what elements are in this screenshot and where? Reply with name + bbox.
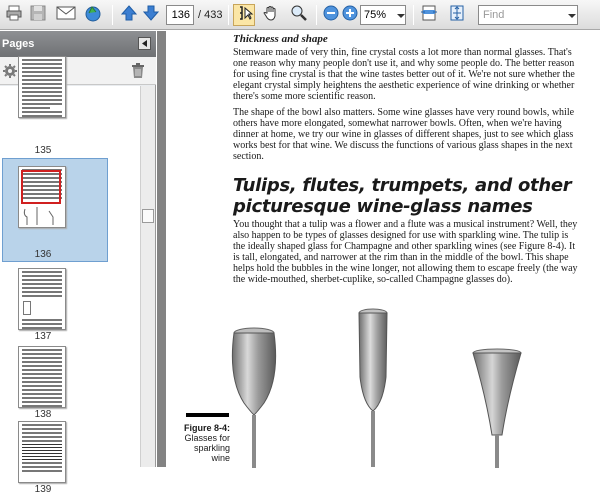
chevron-down-icon — [568, 6, 576, 24]
arrow-down-icon — [142, 4, 160, 27]
email-button[interactable] — [55, 4, 77, 26]
page-thumbnail[interactable] — [18, 56, 66, 118]
pages-panel-title: Pages — [2, 38, 35, 50]
plus-circle-icon — [342, 5, 358, 26]
zoom-level-select[interactable]: 75% — [360, 5, 406, 25]
paragraph-bowl-shape: The shape of the bowl also matters. Some wine glasses have very round bowls, while others have more elongated, somewhat narrower bowls. Often, when we're having dinner at home, we try our wine in glasses of different shapes, just to see which glass works best for that wine. We discuss the functions of various glass shapes in the next section. — [233, 107, 575, 162]
delete-page-button[interactable] — [131, 63, 145, 84]
marquee-zoom-button[interactable] — [288, 4, 310, 26]
figure-rule — [186, 413, 229, 417]
zoom-dropdown-button[interactable] — [396, 6, 406, 24]
text-cursor-icon — [235, 4, 253, 27]
figure-caption — [178, 423, 230, 463]
paragraph-thickness: Stemware made of very thin, fine crystal costs a lot more than normal glasses. That's one reason why many people don't use it, and why some people do. The better reason for using fine crystal is that the wine tastes better out of it. We're not sure whether the elegant crystal simply heightens the aesthetic experience of wine drinking or whether there's some more scientific reason. — [233, 47, 575, 102]
document-page — [166, 31, 600, 467]
page-thumbnail[interactable] — [18, 346, 66, 408]
flute-glass-image — [353, 307, 393, 467]
toolbar-separator — [228, 5, 229, 25]
trumpet-glass-image — [468, 347, 526, 468]
hand-tool-button[interactable] — [260, 4, 282, 26]
trash-icon — [131, 66, 145, 83]
chevron-down-icon — [397, 6, 405, 24]
visible-area-indicator — [21, 170, 61, 204]
page-number-input[interactable] — [166, 5, 194, 25]
minus-circle-icon — [323, 5, 339, 26]
fit-page-button[interactable] — [446, 4, 468, 26]
next-page-button[interactable] — [140, 4, 162, 26]
hand-icon — [262, 4, 280, 27]
collapse-panel-button[interactable] — [138, 37, 151, 50]
page-thumbnail-current[interactable] — [18, 166, 66, 228]
pages-panel-header — [0, 31, 156, 57]
toolbar-separator — [413, 5, 414, 25]
tulip-glass-image — [226, 323, 286, 468]
scrollbar-thumb[interactable] — [142, 209, 154, 223]
page-thumbnail-label: 135 — [34, 145, 52, 156]
thumbnail-glasses-image — [19, 207, 65, 227]
thumbnails-scrollbar[interactable] — [140, 86, 155, 467]
page-thumbnail[interactable] — [18, 268, 66, 330]
page-thumbnail-label: 136 — [34, 249, 52, 260]
magnifier-icon — [290, 4, 308, 27]
share-button[interactable] — [82, 4, 104, 26]
page-thumbnail-label: 139 — [34, 484, 52, 495]
page-thumbnail-label: 138 — [34, 409, 52, 420]
toolbar-separator — [316, 5, 317, 25]
find-input[interactable]: Find — [478, 5, 578, 25]
envelope-icon — [56, 4, 76, 27]
gear-icon — [2, 63, 18, 84]
arrow-up-icon — [120, 4, 138, 27]
figure-label: Figure 8-4: — [183, 423, 230, 433]
fit-width-icon — [420, 4, 438, 27]
paragraph-tulips-flutes: You thought that a tulip was a flower and a flute was a musical instrument? Well, they also happen to be types of glasses designed for use with sparkling wine. The tulip is the ideally shaped glass for Champagne and other sparkling wines (see Figure 8-4). It is tall, elongated, and narrower at the rim than in the middle of the bowl. This shape helps hold the bubbles in the wine longer, not allowing them to escape freely (the way the wide-mouthed, sherbet-cuplike, so-called Champagne glasses do). — [233, 219, 578, 285]
save-button[interactable] — [27, 4, 49, 26]
fit-width-button[interactable] — [418, 4, 440, 26]
figure-caption-text: Glasses for sparkling wine — [184, 433, 230, 463]
zoom-in-button[interactable] — [339, 4, 361, 26]
previous-page-button[interactable] — [118, 4, 140, 26]
toolbar-separator — [112, 5, 113, 25]
fit-page-icon — [448, 4, 466, 27]
page-thumbnail-label: 137 — [34, 331, 52, 342]
select-tool-button[interactable] — [233, 4, 255, 26]
page-thumbnails-list — [0, 86, 140, 495]
triangle-left-icon — [142, 38, 148, 50]
find-dropdown-button[interactable] — [566, 6, 578, 24]
pages-panel — [0, 31, 156, 495]
printer-icon — [5, 4, 23, 27]
globe-arrow-icon — [83, 3, 103, 28]
chapter-subheading: Tulips, flutes, trumpets, and other picturesque wine-glass names — [233, 175, 572, 217]
page-thumbnail[interactable] — [18, 421, 66, 483]
page-total-label: / 433 — [198, 9, 223, 21]
floppy-disk-icon — [29, 4, 47, 27]
toolbar — [0, 0, 600, 30]
print-button[interactable] — [3, 4, 25, 26]
section-heading: Thickness and shape — [233, 33, 328, 45]
